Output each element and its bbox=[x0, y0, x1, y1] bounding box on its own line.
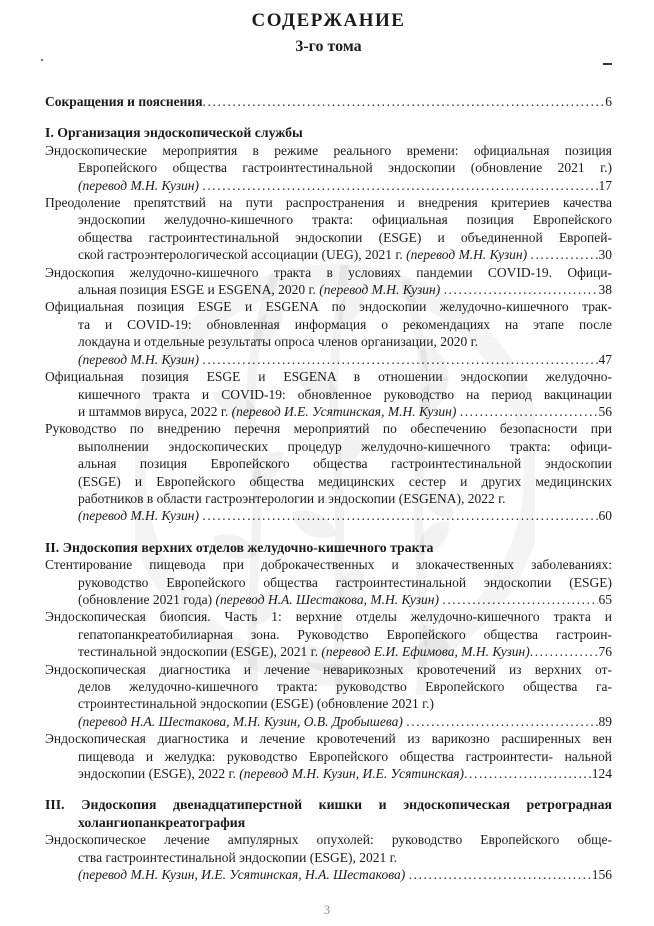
toc-text: (перевод М.Н. Кузин, И.Е. Усятинская) bbox=[239, 766, 465, 782]
toc-line bbox=[45, 866, 612, 883]
toc-text: Официальная позиция ESGE и ESGENA в отношении эндоскопии желудочно- bbox=[45, 369, 612, 385]
toc-line bbox=[45, 626, 612, 643]
toc-line bbox=[45, 211, 612, 228]
toc-line bbox=[45, 351, 612, 368]
toc-entry bbox=[45, 831, 612, 883]
toc-line bbox=[45, 246, 612, 263]
toc-text: работников в области гастроэнтерологии и эндоскопии (ESGENA), 2022 г. bbox=[78, 490, 506, 506]
toc-text: руководство Европейского общества гастроинтестинальной эндоскопии (ESGE) bbox=[78, 574, 612, 590]
page-content bbox=[45, 0, 612, 883]
entry-page-number: 47 bbox=[598, 351, 612, 367]
leader-dots bbox=[203, 93, 605, 110]
section-heading-line bbox=[45, 539, 612, 556]
toc-entry bbox=[45, 264, 612, 299]
toc-line bbox=[45, 281, 612, 298]
entry-page-number: 156 bbox=[591, 867, 612, 883]
toc-line bbox=[45, 556, 612, 573]
toc-line bbox=[45, 678, 612, 695]
entry-page-number: 89 bbox=[598, 713, 612, 729]
page-title: СОДЕРЖАНИЕ bbox=[251, 10, 406, 31]
toc-entry bbox=[45, 420, 612, 524]
toc-text: (обновление 2021 года) bbox=[78, 591, 216, 607]
toc-text: Стентирование пищевода при доброкачественных и злокачественных заболеваниях: bbox=[45, 557, 612, 573]
leader-dots bbox=[442, 591, 597, 608]
toc-line bbox=[45, 93, 612, 110]
toc-text: I. Организация эндоскопической службы bbox=[45, 125, 303, 141]
section-heading-line bbox=[45, 796, 612, 813]
toc-text: тестинальной эндоскопии (ESGE), 2021 г. bbox=[78, 644, 322, 660]
toc-entry bbox=[45, 730, 612, 782]
toc-line bbox=[45, 574, 612, 591]
toc-entry bbox=[45, 93, 612, 110]
toc-line bbox=[45, 765, 612, 782]
toc-line bbox=[45, 507, 612, 524]
toc-text: (перевод М.Н. Кузин) bbox=[78, 351, 203, 367]
leader-dots bbox=[464, 765, 591, 782]
toc-entry bbox=[45, 194, 612, 264]
leader-dots bbox=[460, 403, 598, 420]
entry-page-number: 124 bbox=[591, 766, 612, 782]
toc-text: альная позиция ESGE и ESGENA, 2020 г. bbox=[78, 282, 320, 298]
toc-line bbox=[45, 643, 612, 660]
toc-line bbox=[45, 403, 612, 420]
toc-text: Эндоскопическая диагностика и лечение неварикозных кровотечений из верхних от- bbox=[45, 661, 612, 677]
toc-line bbox=[45, 420, 612, 437]
leader-dots bbox=[530, 643, 598, 660]
toc-text: эндоскопии (ESGE), 2022 г. bbox=[78, 766, 240, 782]
entry-page-number: 65 bbox=[598, 591, 612, 607]
toc-line bbox=[45, 368, 612, 385]
toc-line bbox=[45, 490, 612, 507]
toc-text: III. Эндоскопия двенадцатиперстной кишки и эндоскопическая ретроградная bbox=[45, 797, 612, 813]
toc-text: общества гастроинтестинальной эндоскопии (ESGE) и объединенной Европей- bbox=[78, 229, 612, 245]
toc-text: эндоскопии желудочно-кишечного тракта: официальная позиция Европейского bbox=[78, 212, 612, 228]
toc-text: кишечного тракта и COVID-19: обновленное руководство на период вакцинации bbox=[78, 386, 612, 402]
toc-line bbox=[45, 194, 612, 211]
toc-section bbox=[45, 796, 612, 883]
leader-dots bbox=[202, 177, 597, 194]
toc-text: (перевод М.Н. Кузин) bbox=[78, 508, 203, 524]
toc-line bbox=[45, 730, 612, 747]
toc-text: локдауна и отдельные результаты опроса членов организации, 2020 г. bbox=[78, 334, 478, 350]
toc-entry bbox=[45, 608, 612, 660]
leader-dots bbox=[202, 351, 597, 368]
toc-entry bbox=[45, 142, 612, 194]
toc-text: холангиопанкреатография bbox=[78, 814, 246, 830]
toc-section bbox=[45, 93, 612, 110]
toc-line bbox=[45, 695, 612, 712]
entry-page-number: 56 bbox=[598, 403, 612, 419]
toc-text: (ESGE) и Европейского общества медицинских сестер и других медицинских bbox=[78, 473, 612, 489]
toc-text: и штаммов вируса, 2022 г. bbox=[78, 403, 232, 419]
toc-text: альная позиция Европейского общества гастроинтестинальной эндоскопии bbox=[78, 456, 612, 472]
toc-line bbox=[45, 608, 612, 625]
toc-text: (перевод И.Е. Усятинская, М.Н. Кузин) bbox=[231, 403, 460, 419]
leader-dots bbox=[202, 507, 597, 524]
toc-text: пищевода и желудка: руководство Европейского общества гастроинтести- нальной bbox=[78, 748, 612, 764]
toc-line bbox=[45, 333, 612, 350]
toc-text: (перевод Н.А. Шестакова, М.Н. Кузин, О.В. Дробышева) bbox=[78, 713, 407, 729]
toc-text: та и COVID-19: обновленная информация о рекомендациях на этапе после bbox=[78, 316, 612, 332]
toc-line bbox=[45, 142, 612, 159]
toc-text: (перевод М.Н. Кузин, И.Е. Усятинская, Н.А. Шестакова) bbox=[78, 867, 409, 883]
toc-text: (перевод М.Н. Кузин) bbox=[319, 282, 444, 298]
toc-entry bbox=[45, 298, 612, 368]
entry-page-number: 38 bbox=[598, 282, 612, 298]
toc-text: (перевод М.Н. Кузин) bbox=[406, 247, 531, 263]
toc-line bbox=[45, 316, 612, 333]
toc-text: II. Эндоскопия верхних отделов желудочно-кишечного тракта bbox=[45, 539, 434, 555]
toc-line bbox=[45, 831, 612, 848]
toc-line bbox=[45, 591, 612, 608]
leader-dots bbox=[409, 866, 591, 883]
toc-line bbox=[45, 159, 612, 176]
toc-line bbox=[45, 298, 612, 315]
toc-text: гепатопанкреатобилиарная зона. Руководство Европейского общества гастроин- bbox=[78, 626, 612, 642]
toc-line bbox=[45, 177, 612, 194]
toc-entry bbox=[45, 368, 612, 420]
volume-subtitle: 3-го тома bbox=[295, 38, 362, 55]
toc-line bbox=[45, 713, 612, 730]
toc-text: Сокращения и пояснения bbox=[45, 94, 203, 109]
scan-artifact-dot bbox=[41, 59, 43, 61]
toc-text: Европейского общества гастроинтестинальной эндоскопии (обновление 2021 г.) bbox=[78, 160, 612, 176]
toc-text: Эндоскопическая биопсия. Часть 1: верхние отделы желудочно-кишечного тракта и bbox=[45, 609, 612, 625]
toc-section bbox=[45, 124, 612, 524]
toc-line bbox=[45, 473, 612, 490]
toc-text: (перевод Е.И. Ефимова, М.Н. Кузин) bbox=[321, 644, 530, 660]
toc-text: ской гастроэнтерологической ассоциации (UEG), 2021 г. bbox=[78, 247, 407, 263]
toc-text: Руководство по внедрению перечня мероприятий по обеспечению безопасности при bbox=[45, 421, 612, 437]
leader-dots bbox=[406, 713, 597, 730]
toc-text: Официальная позиция ESGE и ESGENA по эндоскопии желудочно-кишечного трак- bbox=[45, 299, 612, 315]
toc-text: Эндоскопическое лечение ампулярных опухолей: руководство Европейского обще- bbox=[45, 832, 612, 848]
entry-page-number: 30 bbox=[598, 247, 612, 263]
section-heading-line bbox=[45, 814, 612, 831]
toc bbox=[45, 93, 612, 883]
entry-page-number: 17 bbox=[598, 177, 612, 193]
toc-line bbox=[45, 455, 612, 472]
toc-text: строинтестинальной эндоскопии (ESGE) (обновление 2021 г.) bbox=[78, 696, 434, 712]
entry-page-number: 60 bbox=[598, 508, 612, 524]
leader-dots bbox=[444, 281, 598, 298]
toc-line bbox=[45, 661, 612, 678]
entry-page-number: 76 bbox=[598, 644, 612, 660]
toc-text: Преодоление препятствий на пути распространения и внедрения критериев качества bbox=[45, 195, 612, 211]
entry-page-number: 6 bbox=[605, 94, 612, 109]
toc-text: Эндоскопическая диагностика и лечение кровотечений из варикозно расширенных вен bbox=[45, 731, 612, 747]
toc-entry bbox=[45, 661, 612, 731]
toc-line bbox=[45, 386, 612, 403]
toc-text: Эндоскопические мероприятия в режиме реального времени: официальная позиция bbox=[45, 142, 612, 158]
section-heading-line bbox=[45, 124, 612, 141]
toc-text: (перевод Н.А. Шестакова, М.Н. Кузин) bbox=[215, 591, 443, 607]
toc-text: выполнении эндоскопических процедур желудочно-кишечного тракта: офици- bbox=[78, 438, 612, 454]
toc-line bbox=[45, 229, 612, 246]
toc-text: Эндоскопия желудочно-кишечного тракта в условиях пандемии COVID-19. Офици- bbox=[45, 264, 612, 280]
toc-line bbox=[45, 264, 612, 281]
toc-section bbox=[45, 539, 612, 783]
toc-entry bbox=[45, 556, 612, 608]
toc-text: (перевод М.Н. Кузин) bbox=[78, 177, 203, 193]
folio-page-number: 3 bbox=[323, 903, 331, 917]
leader-dots bbox=[530, 246, 597, 263]
toc-text: ства гастроинтестинальной эндоскопии (ESGE), 2021 г. bbox=[78, 849, 398, 865]
toc-line bbox=[45, 438, 612, 455]
toc-line bbox=[45, 748, 612, 765]
toc-text: делов желудочно-кишечного тракта: руководство Европейского общества га- bbox=[78, 679, 612, 694]
toc-line bbox=[45, 849, 612, 866]
